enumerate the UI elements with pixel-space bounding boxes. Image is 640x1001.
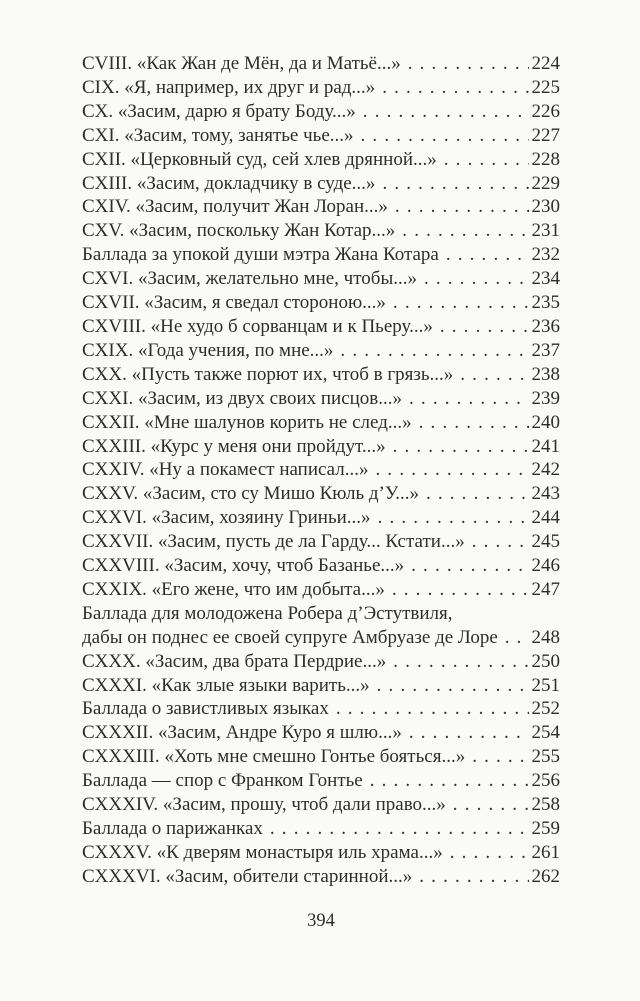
toc-entry-page: 261	[531, 841, 560, 863]
dot-leader	[340, 339, 528, 363]
toc-entry-page: 235	[531, 292, 560, 314]
dot-leader	[408, 52, 529, 76]
dot-leader	[444, 148, 529, 172]
toc-entry-page: 232	[531, 244, 560, 266]
toc-entry-page: 242	[531, 459, 560, 481]
dot-leader	[382, 172, 528, 196]
table-of-contents	[82, 52, 560, 889]
toc-entry-title: CXXVII. «Засим, пусть де ла Гарду... Кстати...»	[82, 531, 465, 553]
toc-entry-page: 243	[531, 483, 560, 505]
toc-entry-title: Баллада о парижанках	[82, 818, 263, 839]
toc-entry-page: 226	[531, 100, 560, 122]
toc-entry-title: CVIII. «Как Жан де Мён, да и Матьё...»	[82, 53, 401, 74]
toc-entry-page: 245	[531, 531, 560, 553]
toc-entry-page: 241	[531, 435, 560, 457]
dot-leader	[377, 674, 529, 698]
toc-entry[interactable]	[82, 52, 560, 76]
toc-entry-page: 231	[531, 220, 560, 242]
toc-entry[interactable]	[82, 339, 560, 363]
toc-entry[interactable]	[82, 697, 560, 721]
toc-entry-title: CXXXV. «К дверям монастыря иль храма...»	[82, 841, 443, 863]
dot-leader	[378, 506, 529, 530]
dot-leader	[363, 100, 529, 124]
dot-leader	[453, 793, 529, 817]
toc-entry[interactable]	[82, 530, 560, 554]
toc-entry-page: 229	[531, 172, 560, 194]
toc-entry[interactable]	[82, 793, 560, 817]
dot-leader	[419, 411, 529, 435]
toc-entry-title: CXXXVI. «Засим, обители старинной...»	[82, 865, 413, 887]
toc-entry-title: Баллада за упокой души мэтра Жана Котара	[82, 244, 439, 266]
toc-entry-page: 224	[531, 53, 560, 74]
toc-entry[interactable]	[82, 841, 560, 865]
toc-entry[interactable]	[82, 363, 560, 387]
toc-entry-title: CXXII. «Мне шалунов корить не след...»	[82, 411, 412, 433]
toc-entry[interactable]	[82, 172, 560, 196]
toc-entry-title: дабы он поднес ее своей супруге Амбруазе де Лоре	[82, 626, 498, 648]
toc-entry-page: 227	[531, 124, 560, 146]
toc-entry-page: 262	[531, 865, 560, 887]
toc-entry-title: CXXXIV. «Засим, прошу, чтоб дали право...»	[82, 794, 446, 816]
toc-entry-title: CXXXIII. «Хоть мне смешно Гонтье бояться...»	[82, 746, 466, 768]
dot-leader	[393, 435, 529, 459]
toc-entry[interactable]	[82, 411, 560, 435]
dot-leader	[270, 817, 529, 841]
toc-entry[interactable]	[82, 291, 560, 315]
toc-entry[interactable]	[82, 554, 560, 578]
toc-entry[interactable]	[82, 387, 560, 411]
toc-entry-title: Баллада для молодожена Робера д’Эстутвиля,	[82, 602, 453, 624]
toc-entry-title: CXXIII. «Курс у меня они пройдут...»	[82, 435, 386, 457]
toc-entry-title: CXII. «Церковный суд, сей хлев дрянной...»	[82, 148, 437, 170]
toc-entry-title: CXIX. «Года учения, по мне...»	[82, 339, 334, 361]
toc-entry[interactable]	[82, 76, 560, 100]
toc-entry[interactable]	[82, 650, 560, 674]
toc-entry[interactable]	[82, 674, 560, 698]
toc-entry[interactable]	[82, 458, 560, 482]
dot-leader	[336, 697, 529, 721]
dot-leader	[424, 267, 529, 291]
toc-entry[interactable]	[82, 148, 560, 172]
toc-entry-page: 254	[531, 722, 560, 744]
toc-entry[interactable]	[82, 745, 560, 769]
toc-entry-title: CXXVIII. «Засим, хочу, чтоб Базанье...»	[82, 555, 405, 577]
toc-entry-title: Баллада — спор с Франком Гонтье	[82, 770, 363, 792]
toc-entry-title: CXXXI. «Как злые языки варить...»	[82, 674, 370, 696]
toc-entry-page: 244	[531, 507, 560, 529]
dot-leader	[460, 363, 528, 387]
toc-entry[interactable]	[82, 100, 560, 124]
dot-leader	[409, 387, 528, 411]
toc-entry[interactable]	[82, 315, 560, 339]
toc-entry-title: CXIII. «Засим, докладчику в суде...»	[82, 172, 376, 194]
toc-entry-title: CXXIV. «Ну а покамест написал...»	[82, 459, 369, 481]
dot-leader	[392, 578, 529, 602]
toc-entry-page: 238	[531, 363, 560, 385]
toc-entry[interactable]	[82, 219, 560, 243]
toc-entry[interactable]	[82, 506, 560, 530]
dot-leader	[402, 219, 528, 243]
toc-entry-page: 259	[531, 818, 560, 839]
toc-entry-page: 230	[531, 196, 560, 218]
toc-entry-page: 256	[531, 770, 560, 792]
toc-entry-title: Баллада о завистливых языках	[82, 698, 329, 720]
toc-entry-title: CXVII. «Засим, я сведал стороною...»	[82, 292, 386, 314]
toc-entry-page: 237	[531, 339, 560, 361]
toc-entry-page: 255	[531, 746, 560, 768]
toc-entry[interactable]	[82, 267, 560, 291]
toc-entry-title: CXXVI. «Засим, хозяину Гриньи...»	[82, 507, 371, 529]
toc-entry-page: 247	[531, 578, 560, 600]
toc-entry-title: CXV. «Засим, поскольку Жан Котар...»	[82, 220, 396, 242]
toc-entry[interactable]	[82, 602, 560, 626]
toc-entry-title: CX. «Засим, дарю я брату Боду...»	[82, 100, 356, 122]
toc-entry[interactable]	[82, 243, 560, 267]
toc-entry-page: 258	[531, 794, 560, 816]
folio-page-number: 394	[307, 910, 335, 931]
dot-leader	[411, 554, 528, 578]
dot-leader	[409, 721, 529, 745]
toc-entry-page: 250	[531, 650, 560, 672]
toc-entry-title: CXXV. «Засим, сто су Мишо Кюль д’У...»	[82, 483, 419, 505]
toc-entry-title: CIX. «Я, например, их друг и рад...»	[82, 76, 376, 98]
dot-leader	[376, 458, 529, 482]
toc-entry[interactable]	[82, 865, 560, 889]
toc-entry-page: 225	[531, 76, 560, 98]
toc-entry[interactable]	[82, 195, 560, 219]
dot-leader	[395, 195, 529, 219]
dot-leader	[393, 291, 529, 315]
dot-leader	[419, 865, 528, 889]
toc-entry[interactable]	[82, 817, 560, 841]
dot-leader	[382, 76, 528, 100]
dot-leader	[361, 124, 529, 148]
toc-entry[interactable]	[82, 721, 560, 745]
dot-leader	[446, 243, 529, 267]
toc-entry-page: 246	[531, 555, 560, 577]
toc-entry-title: CXXX. «Засим, два брата Пердрие...»	[82, 650, 387, 672]
toc-entry-title: CXXXII. «Засим, Андре Куро я шлю...»	[82, 722, 402, 744]
toc-entry[interactable]	[82, 769, 560, 793]
toc-entry-page: 252	[531, 698, 560, 720]
dot-leader	[472, 530, 529, 554]
toc-entry-page: 236	[531, 315, 560, 337]
dot-leader	[393, 650, 528, 674]
toc-entry-page: 239	[531, 387, 560, 409]
toc-entry[interactable]	[82, 482, 560, 506]
dot-leader	[450, 841, 529, 865]
toc-entry-title: CXXI. «Засим, из двух своих писцов...»	[82, 387, 403, 409]
toc-entry-title: CXXIX. «Его жене, что им добыта...»	[82, 578, 385, 600]
toc-entry-title: CXVIII. «Не худо б сорванцам и к Пьеру...»	[82, 315, 433, 337]
toc-entry[interactable]	[82, 435, 560, 459]
toc-entry-page: 251	[531, 674, 560, 696]
dot-leader	[440, 315, 529, 339]
toc-entry[interactable]	[82, 124, 560, 148]
toc-entry-title: CXVI. «Засим, желательно мне, чтобы...»	[82, 268, 417, 290]
toc-entry-page: 234	[531, 268, 560, 290]
dot-leader	[370, 769, 529, 793]
toc-entry-title: CXX. «Пусть также порют их, чтоб в грязь...»	[82, 363, 454, 385]
toc-entry-page: 228	[531, 148, 560, 170]
dot-leader	[472, 745, 528, 769]
dot-leader	[505, 626, 529, 650]
toc-entry[interactable]	[82, 578, 560, 602]
toc-entry-page: 240	[531, 411, 560, 433]
toc-entry[interactable]	[82, 626, 560, 650]
toc-entry-page: 248	[531, 626, 560, 648]
dot-leader	[426, 482, 529, 506]
toc-entry-title: CXIV. «Засим, получит Жан Лоран...»	[82, 196, 388, 218]
toc-entry-title: CXI. «Засим, тому, занятье чье...»	[82, 124, 354, 146]
